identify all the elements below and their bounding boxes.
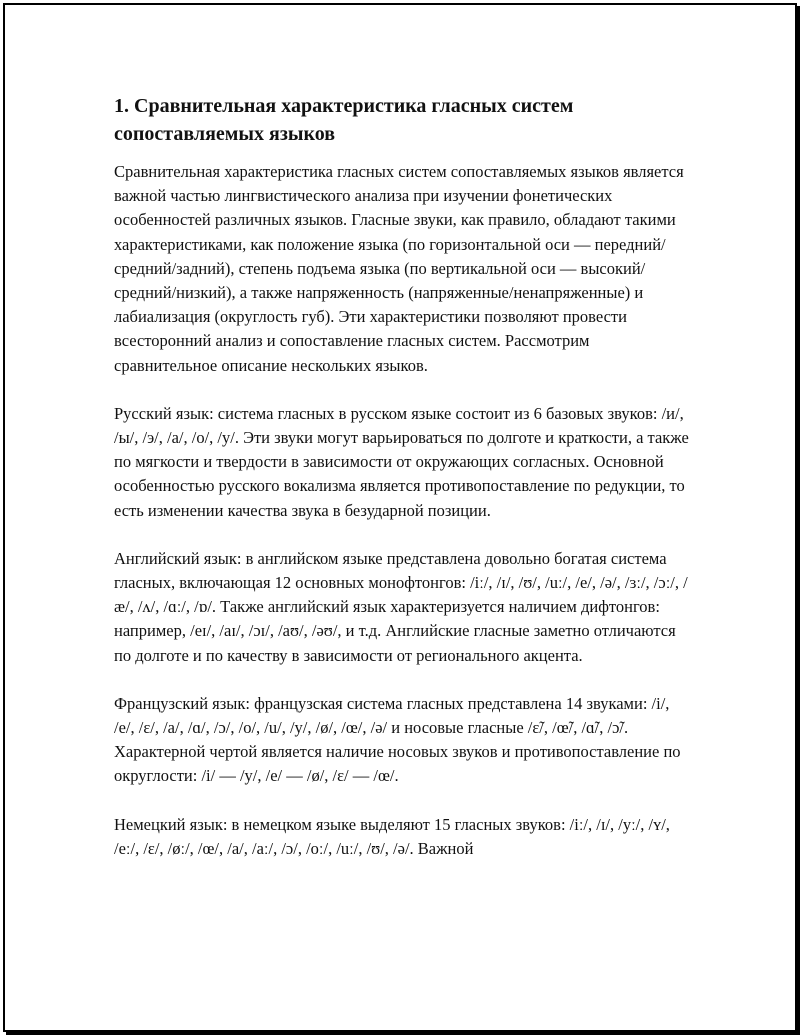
section-title: 1. Сравнительная характеристика гласных систем сопоставляемых языков [114, 95, 574, 145]
paragraph-intro: Сравнительная характеристика гласных систем сопоставляемых языков является важной частью лингвистического анализа при изучении фонетических особенностей различных языков. Гласные звуки, как правило, обладают такими характеристиками, как положение языка (по горизонтальной оси — передний/средний/задний), степень подъема языка (по вертикальной оси — высокий/средний/низкий), а также напряженность (напряженные/ненапряженные) и лабиализация (округлость губ). Эти характеристики позволяют провести всесторонний анализ и сопоставление гласных систем. Рассмотрим сравнительное описание нескольких языков. [114, 162, 684, 375]
paragraph-english: Английский язык: в английском языке представлена довольно богатая система гласных, включающая 12 основных монофтонгов: /iː/, /ɪ/, /ʊ/, /uː/, /e/, /ə/, /ɜː/, /ɔː/, /æ/, /ʌ/, /ɑː/, /ɒ/. Также английский язык характеризуется наличием дифтонгов: например, /eɪ/, /aɪ/, /ɔɪ/, /aʊ/, /əʊ/, и т.д. Английские гласные заметно отличаются по долготе и по качеству в зависимости от регионального акцента. [114, 548, 688, 665]
paragraph-french: Французский язык: французская система гласных представлена 14 звуками: /i/, /e/, /ɛ/, /a/, /ɑ/, /ɔ/, /o/, /u/, /y/, /ø/, /œ/, /ə/ и носовые гласные /ɛ̃/, /œ̃/, /ɑ̃/, /ɔ̃/. Характерной чертой является наличие носовых звуков и противопоставление по округлости: /i/ — /y/, /e/ — /ø/, /ɛ/ — /œ/. [114, 693, 681, 786]
document-body [114, 92, 690, 885]
paragraph-russian: Русский язык: система гласных в русском языке состоит из 6 базовых звуков: /и/, /ы/, /э/, /а/, /о/, /у/. Эти звуки могут варьироваться по долготе и краткости, а также по мягкости и твердости в зависимости от окружающих согласных. Основной особенностью русского вокализма является противопоставление по редукции, то есть изменении качества звука в безударной позиции. [114, 403, 689, 520]
paragraph-german: Немецкий язык: в немецком языке выделяют 15 гласных звуков: /iː/, /ɪ/, /yː/, /ʏ/, /eː/, /ɛ/, /øː/, /œ/, /a/, /aː/, /ɔ/, /oː/, /uː/, /ʊ/, /ə/. Важной [114, 814, 670, 858]
